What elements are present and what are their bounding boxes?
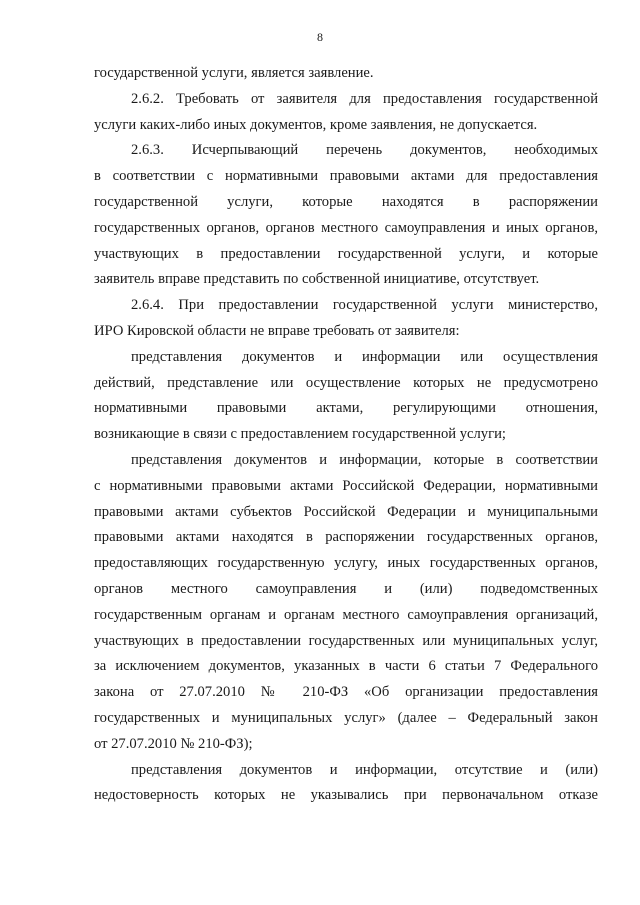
text-line: 2.6.4. При предоставлении государственной услуги министерство, (131, 297, 598, 314)
text-line: государственной услуги, является заявление. (94, 65, 374, 81)
text-line: за исключением документов, указанных в части 6 статьи 7 Федерального (94, 658, 598, 675)
text-line: представления документов и информации или осуществления (131, 348, 598, 365)
text-line: государственным органам и органам местного самоуправления организаций, (94, 606, 598, 623)
text-line: участвующих в предоставлении государственных или муниципальных услуг, (94, 632, 598, 649)
text-line: правовыми актами субъектов Российской Федерации и муниципальными (94, 503, 598, 520)
text-line: правовыми актами находятся в распоряжении государственных органов, (94, 529, 598, 546)
text-line: участвующих в предоставлении государственной услуги, и которые (94, 245, 598, 262)
text-line: от 27.07.2010 № 210-ФЗ); (94, 735, 253, 752)
text-line: нормативными правовыми актами, регулирующими отношения, (94, 400, 598, 417)
text-line: в соответствии с нормативными правовыми актами для предоставления (94, 168, 598, 185)
text-line: недостоверность которых не указывались при первоначальном отказе (94, 787, 598, 804)
text-line: заявитель вправе представить по собственной инициативе, отсутствует. (94, 271, 540, 288)
text-line: государственной услуги, которые находятся в распоряжении (94, 193, 598, 210)
text-line: возникающие в связи с предоставлением государственной услуги; (94, 426, 506, 443)
text-line: представления документов и информации, которые в соответствии (131, 451, 598, 468)
text-line: закона от 27.07.2010 № 210-ФЗ «Об организации предоставления (94, 684, 598, 701)
text-line: ИРО Кировской области не вправе требовать от заявителя: (94, 322, 460, 339)
text-line: органов местного самоуправления и (или) подведомственных (94, 580, 598, 597)
text-line: с нормативными правовыми актами Российской Федерации, нормативными (94, 477, 598, 494)
text-line: государственных и муниципальных услуг» (далее – Федеральный закон (94, 709, 598, 726)
text-line: услуги каких-либо иных документов, кроме заявления, не допускается. (94, 116, 538, 133)
text-line: 2.6.2. Требовать от заявителя для предоставления государственной (131, 90, 598, 107)
page-number: 8 (317, 30, 323, 44)
document-body-text (94, 61, 598, 809)
text-line: предоставляющих государственную услугу, иных государственных органов, (94, 555, 598, 572)
text-line: государственных органов, органов местного самоуправления и иных органов, (94, 219, 598, 236)
text-line: представления документов и информации, отсутствие и (или) (131, 761, 598, 778)
text-line: 2.6.3. Исчерпывающий перечень документов, необходимых (131, 142, 598, 159)
text-line: действий, представление или осуществление которых не предусмотрено (94, 374, 598, 391)
